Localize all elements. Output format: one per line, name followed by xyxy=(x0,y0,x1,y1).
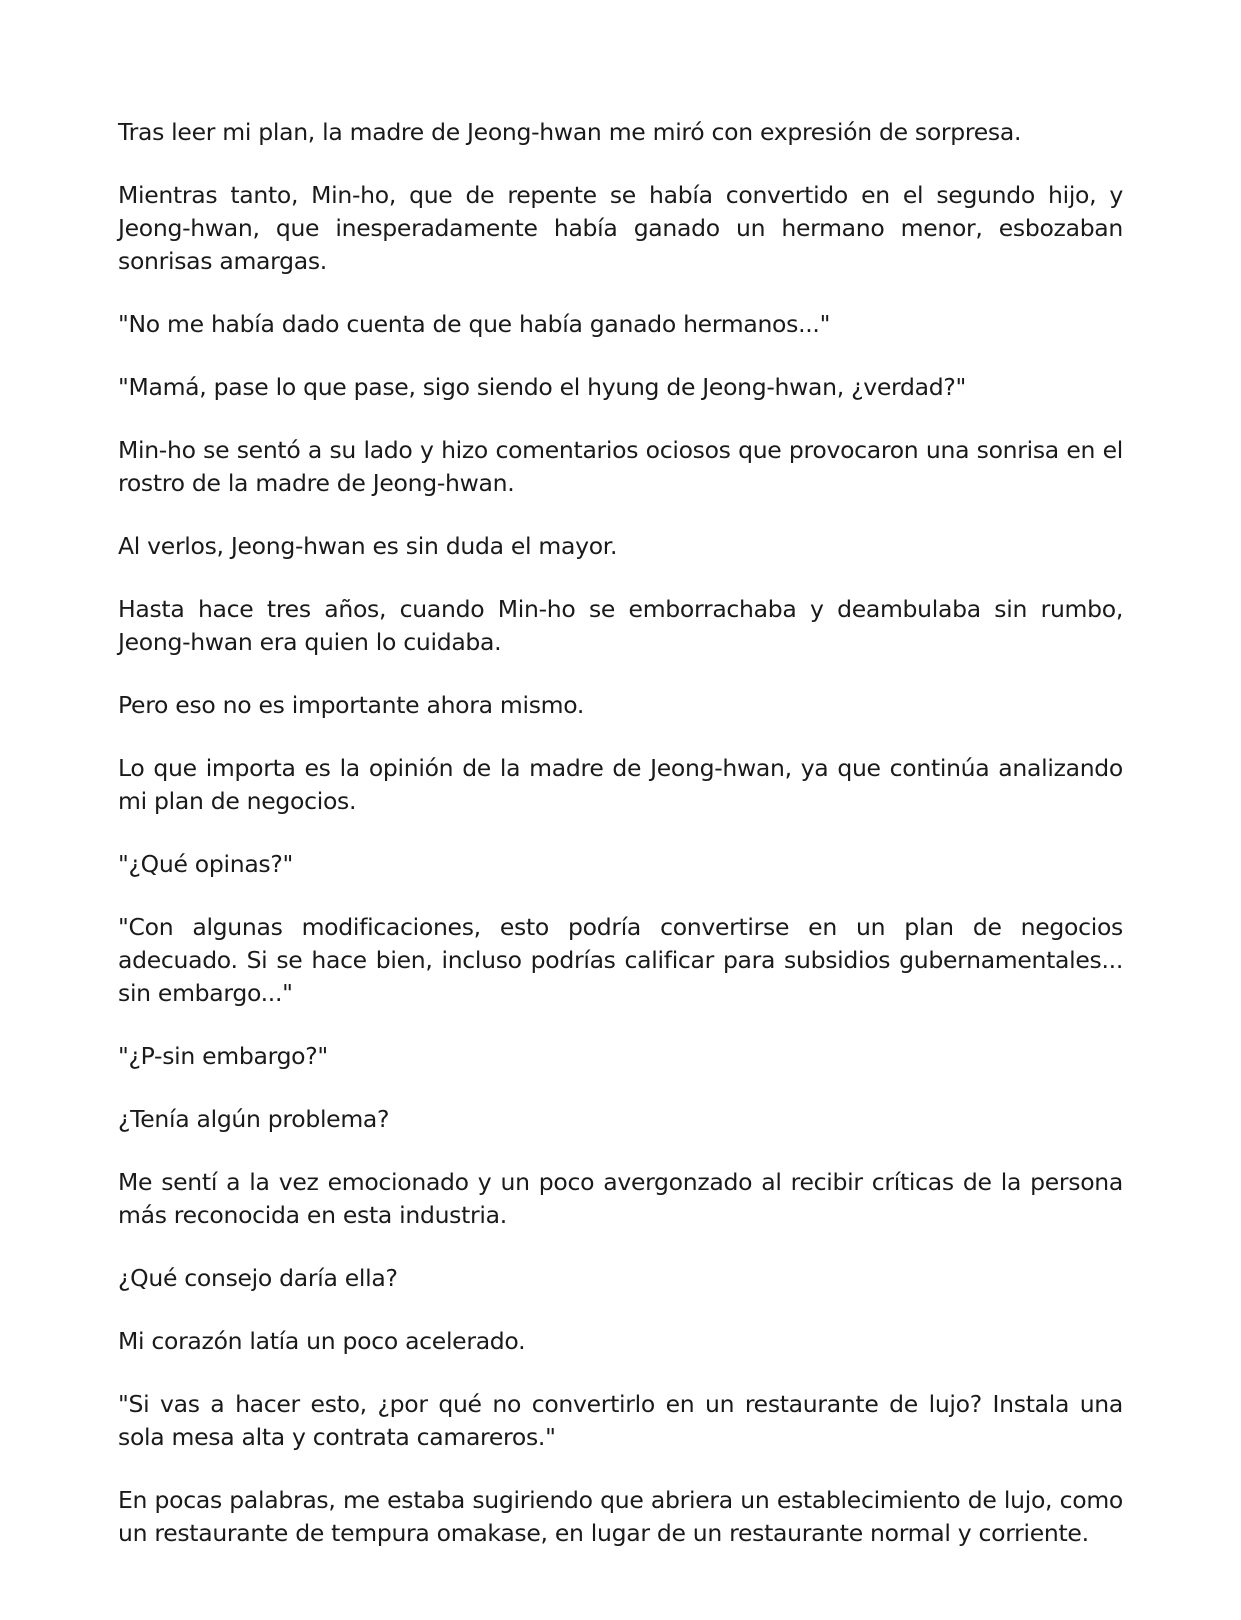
paragraph: Me sentí a la vez emocionado y un poco avergonzado al recibir críticas de la persona más reconocida en esta industria. xyxy=(118,1168,1123,1229)
paragraph: Mi corazón latía un poco acelerado. xyxy=(118,1327,526,1355)
paragraph: ¿Qué consejo daría ella? xyxy=(118,1264,398,1292)
paragraph: ¿Tenía algún problema? xyxy=(118,1105,390,1133)
paragraph: "¿P-sin embargo?" xyxy=(118,1042,328,1070)
paragraph: Hasta hace tres años, cuando Min-ho se emborrachaba y deambulaba sin rumbo, Jeong-hwan era quien lo cuidaba. xyxy=(118,595,1123,656)
paragraph: Tras leer mi plan, la madre de Jeong-hwan me miró con expresión de sorpresa. xyxy=(118,118,1022,146)
paragraph: "¿Qué opinas?" xyxy=(118,850,294,878)
paragraph: Pero eso no es importante ahora mismo. xyxy=(118,691,585,719)
paragraph: "Si vas a hacer esto, ¿por qué no convertirlo en un restaurante de lujo? Instala una sola mesa alta y contrata camareros." xyxy=(118,1390,1123,1451)
paragraph: Al verlos, Jeong-hwan es sin duda el mayor. xyxy=(118,532,618,560)
paragraph: Mientras tanto, Min-ho, que de repente se había convertido en el segundo hijo, y Jeong-hwan, que inesperadamente había ganado un hermano menor, esbozaban sonrisas amargas. xyxy=(118,181,1123,275)
paragraph: En pocas palabras, me estaba sugiriendo que abriera un establecimiento de lujo, como un restaurante de tempura omakase, en lugar de un restaurante normal y corriente. xyxy=(118,1486,1123,1547)
paragraph: Min-ho se sentó a su lado y hizo comentarios ociosos que provocaron una sonrisa en el rostro de la madre de Jeong-hwan. xyxy=(118,436,1123,497)
paragraph: "No me había dado cuenta de que había ganado hermanos..." xyxy=(118,310,831,338)
paragraph: Lo que importa es la opinión de la madre de Jeong-hwan, ya que continúa analizando mi plan de negocios. xyxy=(118,754,1123,815)
text-body xyxy=(118,116,1123,1580)
paragraph: "Con algunas modificaciones, esto podría convertirse en un plan de negocios adecuado. Si se hace bien, incluso podrías calificar para subsidios gubernamentales... sin embargo..." xyxy=(118,913,1123,1007)
paragraph: "Mamá, pase lo que pase, sigo siendo el hyung de Jeong-hwan, ¿verdad?" xyxy=(118,373,966,401)
